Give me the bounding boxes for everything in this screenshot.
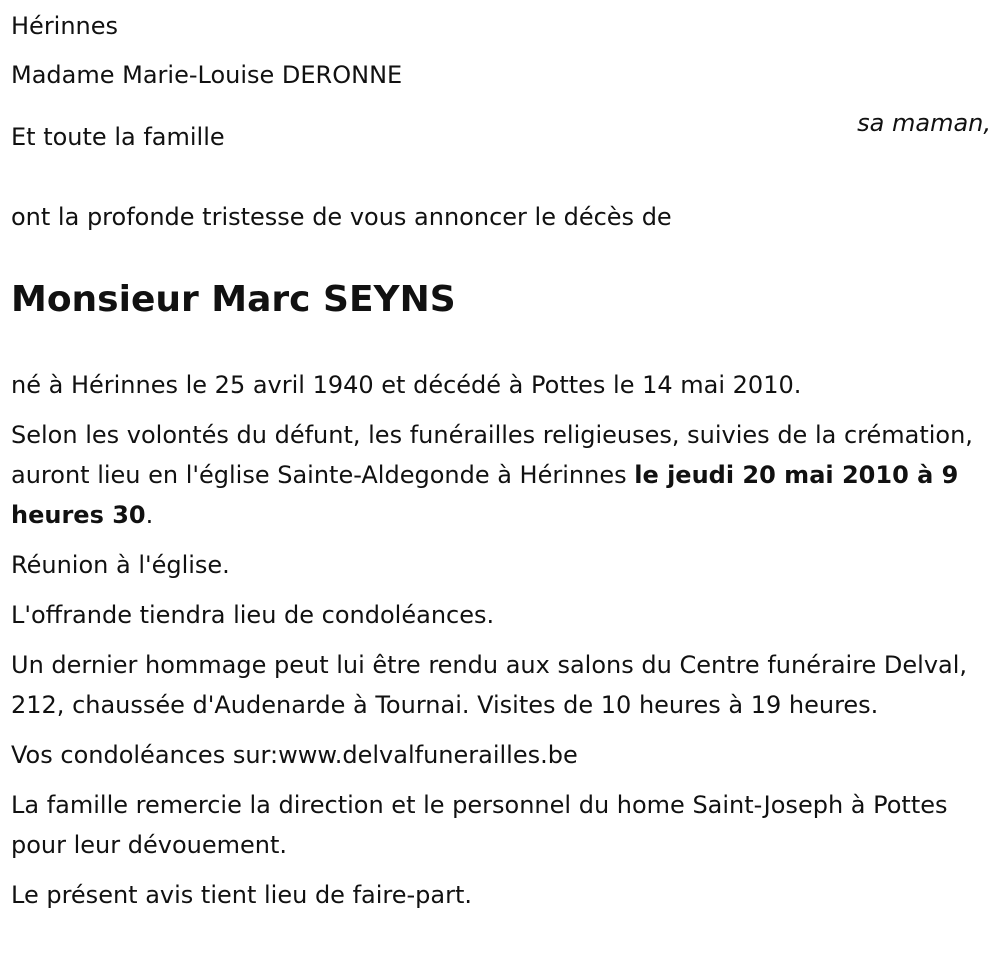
funeral-date: le jeudi 20 mai 2010 à 9 heures 30 xyxy=(11,461,959,529)
funeral-end: . xyxy=(145,501,154,529)
funeral-details xyxy=(11,415,986,535)
notice-footer: Le présent avis tient lieu de faire-part. xyxy=(11,881,473,909)
place-name: Hérinnes xyxy=(11,12,119,40)
mother-name: Madame Marie-Louise DERONNE xyxy=(11,61,403,89)
tribute-details: Un dernier hommage peut lui être rendu aux salons du Centre funéraire Delval, 212, chaussée d'Audenarde à Tournai. Visites de 10 heures à 19 heures. xyxy=(11,651,968,719)
offering-note: L'offrande tiendra lieu de condoléances. xyxy=(11,601,495,629)
announcement: ont la profonde tristesse de vous annoncer le décès de xyxy=(11,203,672,231)
mother-role: sa maman, xyxy=(857,109,991,137)
notice-body xyxy=(11,365,986,925)
birth-death-dates: né à Hérinnes le 25 avril 1940 et décédé à Pottes le 14 mai 2010. xyxy=(11,371,802,399)
deceased-name: Monsieur Marc SEYNS xyxy=(11,279,456,320)
condolences-link[interactable]: Vos condoléances sur:www.delvalfunerailles.be xyxy=(11,741,578,769)
family-line: Et toute la famille xyxy=(11,123,225,151)
funeral-text: Selon les volontés du défunt, les funérailles religieuses, suivies de la crémation, auront lieu en l'église Sainte-Aldegonde à Hérinnes xyxy=(11,421,973,489)
thanks-note: La famille remercie la direction et le personnel du home Saint-Joseph à Pottes pour leur dévouement. xyxy=(11,791,948,859)
meeting-place: Réunion à l'église. xyxy=(11,551,230,579)
